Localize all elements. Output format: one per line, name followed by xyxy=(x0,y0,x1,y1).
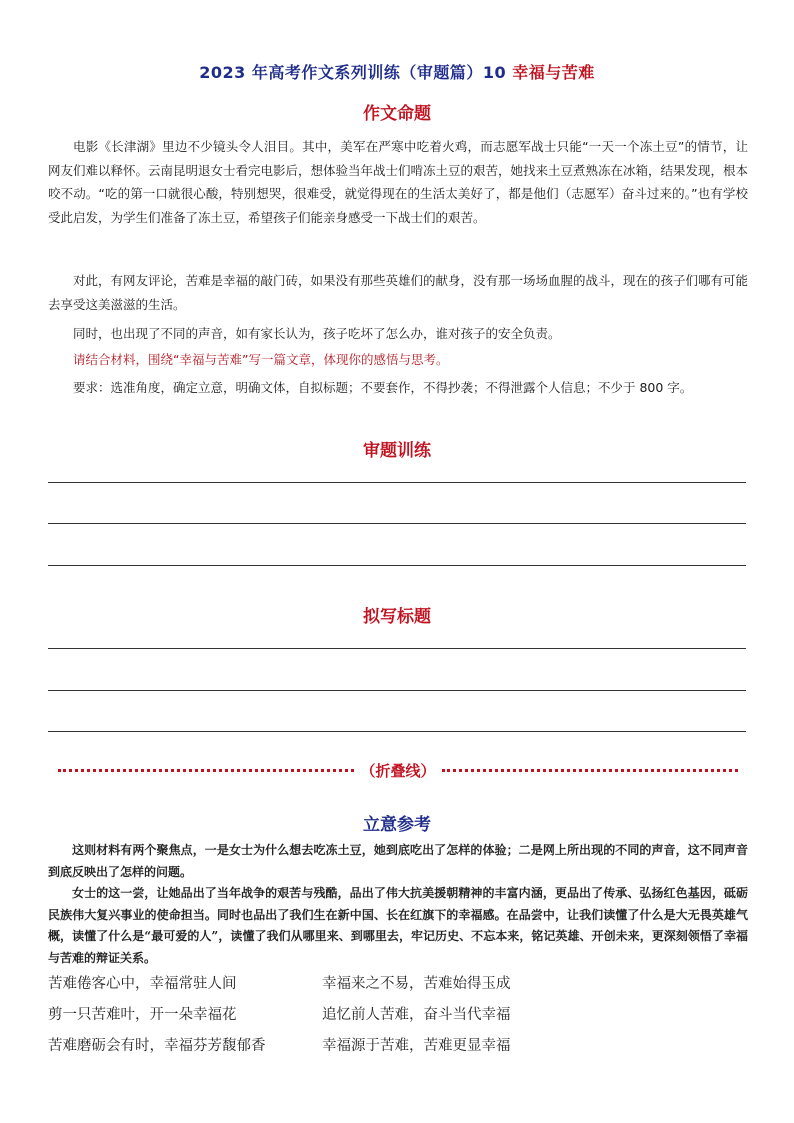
title-answer-line-3 xyxy=(48,731,746,732)
sample-title-row xyxy=(48,1003,748,1034)
prompt-task xyxy=(48,348,748,372)
fold-line-label: （折叠线） xyxy=(360,762,436,780)
analysis-heading: 审题训练 xyxy=(363,441,431,461)
document-title-topic: 幸福与苦难 xyxy=(512,63,595,82)
fold-line-dots-left xyxy=(58,769,354,772)
prompt-task-text: 请结合材料，围绕“幸福与苦难”写一篇文章，体现你的感悟与思考。 xyxy=(73,352,449,367)
title-answer-line-1 xyxy=(48,648,746,649)
sample-title-row xyxy=(48,1034,748,1065)
sample-title: 苦难倦客心中，幸福常驻人间 xyxy=(48,976,237,992)
document-title xyxy=(0,60,794,83)
title-heading: 拟写标题 xyxy=(363,607,431,627)
analysis-answer-line-1 xyxy=(48,482,746,483)
prompt-requirements: 要求：选准角度，确定立意，明确文体，自拟标题；不要套作，不得抄袭；不得泄露个人信息；不少于 800 字。 xyxy=(73,380,693,395)
analysis-answer-line-3 xyxy=(48,565,746,566)
reference-paragraph-2: 女士的这一尝，让她品出了当年战争的艰苦与残酷，品出了伟大抗美援朝精神的丰富内涵，更品出了传承、弘扬红色基因，砥砺民族伟大复兴事业的使命担当。同时也品出了我们生在新中国、长在红旗下的幸福感。在品尝中，让我们读懂了什么是大无畏英雄气概，读懂了什么是“最可爱的人”，读懂了我们从哪里来、到哪里去，牢记历史、不忘本来，铭记英雄、开创未来，更深刻领悟了幸福与苦难的辩证关系。 xyxy=(48,886,748,965)
sample-title-row xyxy=(48,972,748,1003)
analysis-answer-line-2 xyxy=(48,523,746,524)
sample-title: 剪一只苦难叶，开一朵幸福花 xyxy=(48,1007,237,1023)
reference-heading: 立意参考 xyxy=(363,815,431,835)
prompt-paragraph-3: 同时，也出现了不同的声音，如有家长认为，孩子吃坏了怎么办，谁对孩子的安全负责。 xyxy=(73,326,561,341)
sample-title: 苦难磨砺会有时，幸福芬芳馥郁香 xyxy=(48,1038,266,1054)
fold-line xyxy=(58,760,738,780)
sample-title: 幸福来之不易，苦难始得玉成 xyxy=(322,976,511,992)
sample-title: 追忆前人苦难，奋斗当代幸福 xyxy=(322,1007,511,1023)
fold-line-dots-right xyxy=(442,769,738,772)
prompt-heading: 作文命题 xyxy=(363,104,431,124)
reference-paragraph-1: 这则材料有两个聚焦点，一是女士为什么想去吃冻土豆，她到底吃出了怎样的体验；二是网上所出现的不同的声音，这不同声音到底反映出了怎样的问题。 xyxy=(48,843,748,879)
sample-titles xyxy=(48,972,748,1065)
prompt-paragraph-2: 对此，有网友评论，苦难是幸福的敲门砖，如果没有那些英雄们的献身，没有那一场场血腥的战斗，现在的孩子们哪有可能去享受这美滋滋的生活。 xyxy=(48,273,749,312)
document-title-main: 2023 年高考作文系列训练（审题篇）10 xyxy=(199,63,513,82)
sample-title: 幸福源于苦难，苦难更显幸福 xyxy=(322,1038,511,1054)
prompt-paragraph-1: 电影《长津湖》里边不少镜头令人泪目。其中，美军在严寒中吃着火鸡，而志愿军战士只能“一天一个冻土豆”的情节，让网友们难以释怀。云南昆明退女士看完电影后，想体验当年战士们啃冻土豆的艰苦，她找来土豆煮熟冻在冰箱，结果发现，根本咬不动。“吃的第一口就很心酸，特别想哭，很难受，就觉得现在的生活太美好了，都是他们（志愿军）奋斗过来的。”也有学校受此启发，为学生们准备了冻土豆，希望孩子们能亲身感受一下战士们的艰苦。 xyxy=(48,139,749,225)
title-answer-line-2 xyxy=(48,690,746,691)
